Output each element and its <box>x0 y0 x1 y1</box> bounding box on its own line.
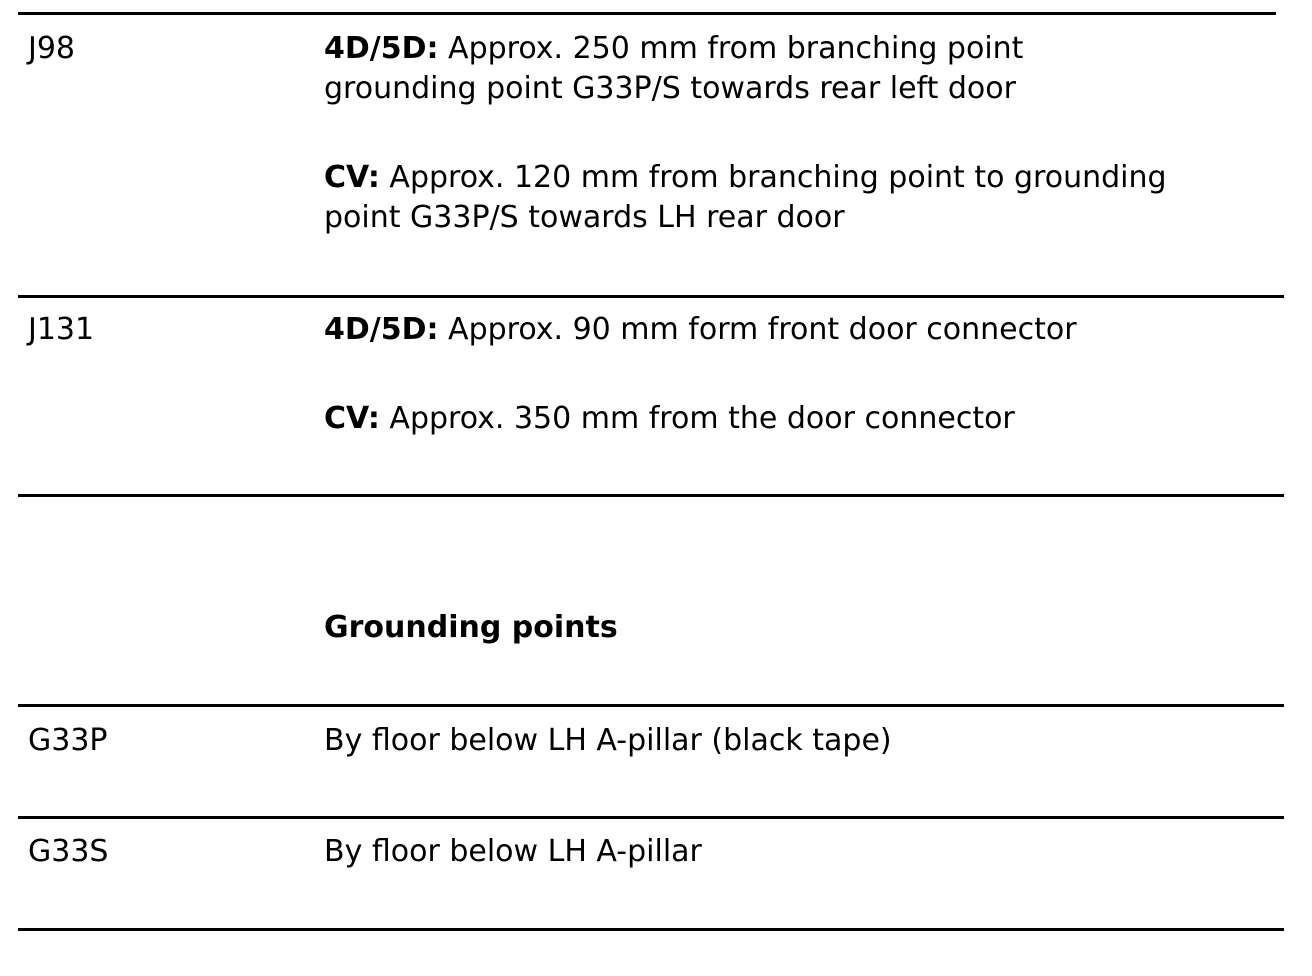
divider-bottom <box>18 928 1284 931</box>
row-j98-entry-cv <box>324 158 1167 238</box>
variant-label: 4D/5D: <box>324 31 439 66</box>
section-heading-grounding-points: Grounding points <box>324 610 618 645</box>
variant-label: CV: <box>324 401 380 436</box>
row-j98-entry-4d5d <box>324 29 1023 109</box>
entry-text: Approx. 250 mm from branching point <box>438 31 1024 66</box>
row-j131-entry-4d5d <box>324 310 1077 350</box>
variant-label: CV: <box>324 160 380 195</box>
row-j131-entry-cv <box>324 399 1015 439</box>
entry-line: grounding point G33P/S towards rear left door <box>324 71 1016 106</box>
entry-line <box>324 29 1023 69</box>
entry-text: Approx. 90 mm form front door connector <box>438 312 1077 347</box>
entry-line <box>324 310 1077 350</box>
row-code-g33s: G33S <box>28 834 109 869</box>
row-code-j131: J131 <box>28 312 95 347</box>
row-g33p-description: By floor below LH A-pillar (black tape) <box>324 723 892 758</box>
divider-j98-bottom <box>18 295 1284 298</box>
entry-line <box>324 399 1015 439</box>
entry-text: Approx. 120 mm from branching point to grounding <box>379 160 1167 195</box>
divider-g33p-bottom <box>18 816 1284 819</box>
divider-top <box>18 12 1276 15</box>
entry-text: Approx. 350 mm from the door connector <box>379 401 1015 436</box>
entry-line: point G33P/S towards LH rear door <box>324 200 845 235</box>
entry-line <box>324 158 1167 198</box>
divider-grounding-top <box>18 704 1284 707</box>
row-code-g33p: G33P <box>28 723 108 758</box>
row-g33s-description: By floor below LH A-pillar <box>324 834 702 869</box>
row-code-j98: J98 <box>28 31 76 66</box>
divider-j131-bottom <box>18 494 1284 497</box>
variant-label: 4D/5D: <box>324 312 439 347</box>
